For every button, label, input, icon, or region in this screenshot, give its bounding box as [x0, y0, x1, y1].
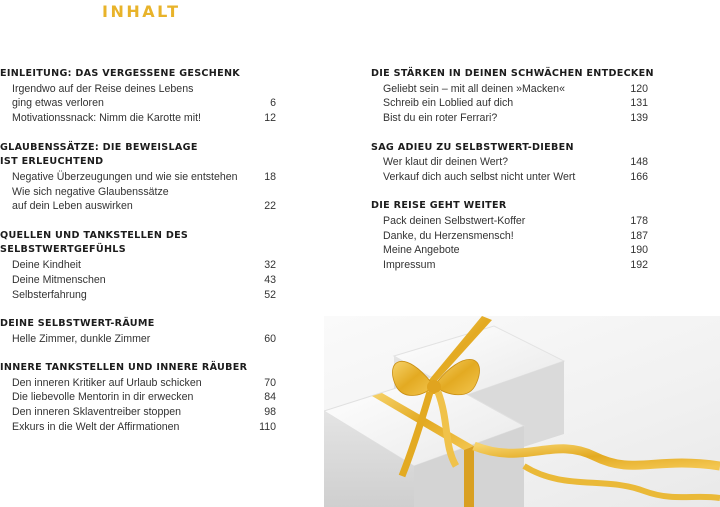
page-title: INHALT — [102, 2, 181, 21]
toc-entry-label: Meine Angebote — [383, 244, 460, 257]
toc-entry[interactable] — [371, 111, 648, 126]
toc-entry[interactable] — [0, 199, 276, 214]
toc-section-heading: GLAUBENSSÄTZE: DIE BEWEISLAGE — [0, 141, 198, 153]
toc-entry[interactable] — [0, 82, 276, 97]
toc-entry-label: Deine Mitmenschen — [12, 273, 106, 286]
toc-entry-label: Wer klaut dir deinen Wert? — [383, 156, 509, 169]
toc-entry-page: 192 — [630, 259, 648, 272]
toc-entry[interactable] — [0, 332, 276, 347]
gift-photo — [324, 316, 720, 507]
toc-entry-page: 187 — [630, 229, 648, 242]
toc-section-heading: EINLEITUNG: DAS VERGESSENE GESCHENK — [0, 68, 241, 79]
toc-entry-label: Den inneren Sklaventreiber stoppen — [12, 406, 182, 419]
section-spacer — [371, 126, 648, 141]
toc-entry-page: 98 — [264, 406, 276, 419]
toc-column-right — [371, 67, 654, 273]
toc-entry-label: Geliebt sein – mit all deinen »Macken« — [383, 82, 565, 95]
section-spacer — [0, 214, 276, 229]
toc-section-heading: SAG ADIEU ZU SELBSTWERT-DIEBEN — [371, 141, 574, 153]
toc-entry[interactable] — [371, 155, 648, 170]
toc-entry-page: 60 — [264, 332, 276, 345]
toc-section-heading: IST ERLEUCHTEND — [0, 156, 104, 168]
toc-entry-label: Pack deinen Selbstwert-Koffer — [383, 215, 526, 227]
toc-entry-page: 148 — [630, 156, 648, 169]
toc-entry-page: 43 — [264, 273, 276, 286]
toc-entry-label: Helle Zimmer, dunkle Zimmer — [12, 332, 151, 345]
toc-entry-label: Selbsterfahrung — [12, 288, 87, 301]
toc-entry-label: Exkurs in die Welt der Affirmationen — [12, 420, 180, 433]
toc-entry-page: 52 — [264, 288, 276, 301]
section-spacer — [0, 126, 276, 141]
toc-entry-label: Impressum — [383, 259, 436, 272]
toc-section-heading: DIE REISE GEHT WEITER — [371, 200, 507, 212]
toc-entry-page: 110 — [259, 420, 276, 433]
toc-entry[interactable] — [0, 376, 276, 391]
toc-section-heading: DEINE SELBSTWERT-RÄUME — [0, 317, 155, 329]
toc-entry[interactable] — [0, 273, 276, 288]
toc-entry[interactable] — [0, 258, 276, 273]
toc-entry-page: 6 — [270, 97, 276, 110]
toc-entry[interactable] — [371, 243, 648, 258]
toc-entry-label: Deine Kindheit — [12, 259, 81, 272]
toc-entry-page: 139 — [630, 112, 648, 125]
toc-entry[interactable] — [371, 258, 648, 273]
gift-box-illustration — [324, 316, 720, 507]
toc-column-left — [0, 67, 276, 435]
toc-entry-page: 190 — [630, 244, 648, 257]
toc-entry[interactable] — [371, 229, 648, 244]
toc-entry-page: 18 — [264, 170, 276, 183]
toc-entry-page: 12 — [264, 112, 276, 125]
toc-entry-page: 178 — [630, 215, 648, 227]
toc-entry-page: 120 — [630, 82, 648, 95]
toc-entry-label: Bist du ein roter Ferrari? — [383, 112, 498, 125]
toc-entry-page: 70 — [264, 376, 276, 389]
toc-entry-page: 131 — [630, 97, 648, 110]
toc-entry[interactable] — [0, 170, 276, 185]
toc-section-heading: INNERE TANKSTELLEN UND INNERE RÄUBER — [0, 362, 248, 373]
toc-section-heading: SELBSTWERTGEFÜHLS — [0, 244, 126, 256]
toc-entry-label: Die liebevolle Mentorin in dir erwecken — [12, 391, 194, 404]
toc-entry[interactable] — [0, 390, 276, 405]
toc-entry-label: auf dein Leben auswirken — [12, 200, 133, 213]
toc-entry[interactable] — [0, 111, 276, 126]
toc-entry[interactable] — [371, 96, 648, 111]
toc-entry-label: Motivationssnack: Nimm die Karotte mit! — [12, 112, 201, 125]
toc-entry[interactable] — [0, 288, 276, 303]
toc-entry[interactable] — [0, 405, 276, 420]
toc-entry-page: 32 — [264, 259, 276, 272]
toc-entry[interactable] — [371, 214, 648, 229]
toc-entry[interactable] — [371, 82, 648, 97]
section-spacer — [371, 185, 648, 200]
toc-entry[interactable] — [0, 96, 276, 111]
toc-entry-page: 84 — [264, 391, 276, 404]
toc-entry-label: Negative Überzeugungen und wie sie entstehen — [12, 170, 238, 183]
toc-entry[interactable] — [0, 420, 276, 435]
toc-entry-label: Den inneren Kritiker auf Urlaub schicken — [12, 376, 202, 389]
toc-section-heading: QUELLEN UND TANKSTELLEN DES — [0, 229, 189, 241]
toc-entry-page: 166 — [630, 170, 648, 183]
toc-section-heading: DIE STÄRKEN IN DEINEN SCHWÄCHEN ENTDECKEN — [371, 68, 654, 79]
section-spacer — [0, 302, 276, 317]
section-spacer — [0, 346, 276, 361]
toc-entry-label: Irgendwo auf der Reise deines Lebens — [12, 82, 194, 95]
toc-entry-label: Danke, du Herzensmensch! — [383, 229, 514, 242]
toc-entry-page: 22 — [264, 200, 276, 213]
toc-entry-label: Verkauf dich auch selbst nicht unter Wert — [383, 170, 576, 183]
toc-entry[interactable] — [0, 185, 276, 200]
toc-entry-label: ging etwas verloren — [12, 97, 104, 110]
toc-entry-label: Schreib ein Loblied auf dich — [383, 97, 514, 110]
toc-entry-label: Wie sich negative Glaubenssätze — [12, 185, 169, 198]
toc-entry[interactable] — [371, 170, 648, 185]
